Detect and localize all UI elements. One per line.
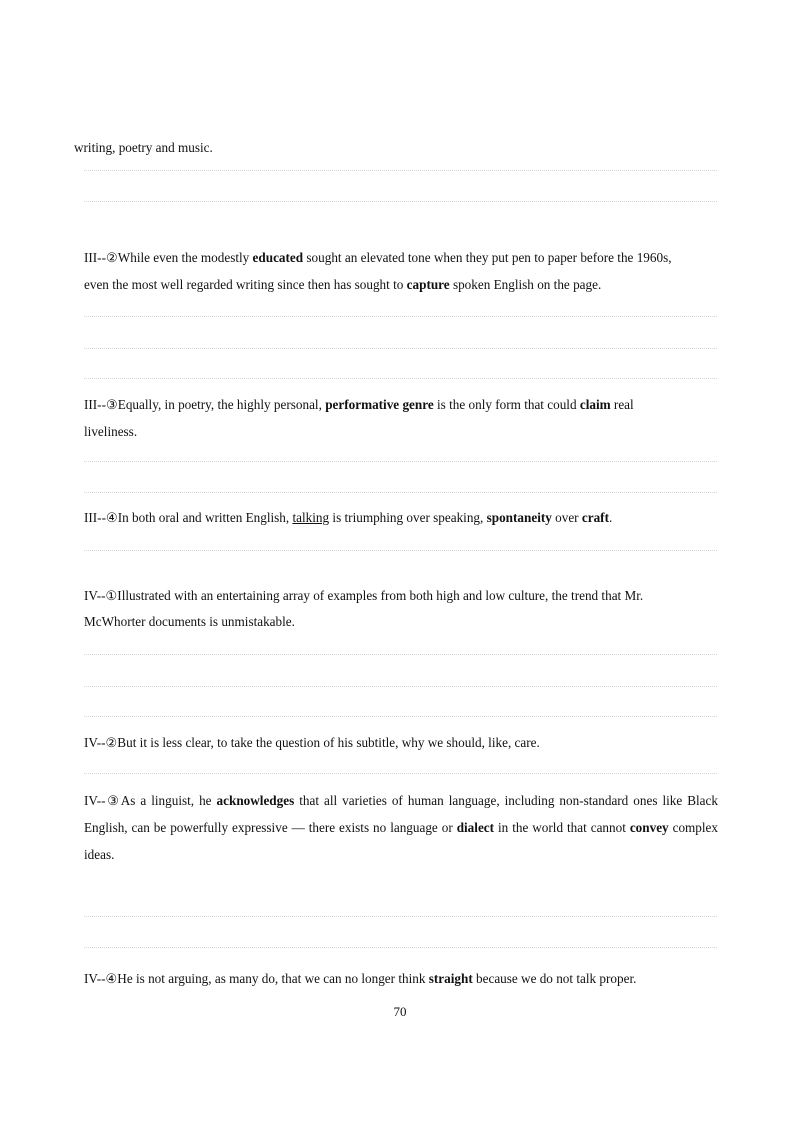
keyword-capture: capture bbox=[406, 277, 450, 292]
keyword-performative-genre: performative genre bbox=[325, 397, 434, 412]
text: is the only form that could bbox=[433, 397, 580, 412]
answer-line bbox=[84, 492, 717, 493]
text: writing, poetry and music. bbox=[74, 140, 213, 155]
text: . bbox=[608, 510, 613, 525]
text: IV--③As a linguist, he bbox=[84, 793, 217, 808]
answer-line bbox=[84, 316, 717, 317]
answer-line bbox=[84, 654, 717, 655]
text: that all varieties of human language, including non-standard ones like Black English, can be powerfully expressive — there exists no language or bbox=[84, 793, 718, 835]
paragraph-writing-poetry-music bbox=[74, 138, 213, 158]
page-number: 70 bbox=[393, 1004, 407, 1019]
answer-line bbox=[84, 916, 717, 917]
paragraph-IV-1-line-2 bbox=[84, 612, 295, 632]
text: IV--②But it is less clear, to take the question of his subtitle, why we should, like, care. bbox=[84, 735, 540, 750]
text: IV--④He is not arguing, as many do, that we can no longer think bbox=[84, 971, 429, 986]
text: because we do not talk proper. bbox=[472, 971, 637, 986]
answer-line bbox=[84, 461, 717, 462]
text: McWhorter documents is unmistakable. bbox=[84, 614, 295, 629]
underlined-talking: talking bbox=[292, 510, 330, 525]
text: even the most well regarded writing since then has sought to bbox=[84, 277, 407, 292]
keyword-spontaneity: spontaneity bbox=[486, 510, 552, 525]
paragraph-III-2-line-1 bbox=[84, 248, 672, 268]
paragraph-IV-4 bbox=[84, 969, 636, 989]
keyword-acknowledges: acknowledges bbox=[216, 793, 295, 808]
text: IV--①Illustrated with an entertaining array of examples from both high and low culture, the trend that Mr. bbox=[84, 588, 644, 603]
paragraph-IV-2 bbox=[84, 733, 540, 753]
text: real liveliness. bbox=[84, 397, 634, 439]
keyword-convey: convey bbox=[629, 820, 669, 835]
text: spoken English on the page. bbox=[449, 277, 602, 292]
paragraph-IV-3 bbox=[84, 787, 718, 868]
text: III--②While even the modestly bbox=[84, 250, 253, 265]
keyword-straight: straight bbox=[428, 971, 473, 986]
text: is triumphing over speaking, bbox=[329, 510, 487, 525]
keyword-educated: educated bbox=[252, 250, 304, 265]
answer-line bbox=[84, 947, 717, 948]
answer-line bbox=[84, 686, 717, 687]
keyword-dialect: dialect bbox=[456, 820, 495, 835]
answer-line bbox=[84, 170, 717, 171]
text: III--④In both oral and written English, bbox=[84, 510, 293, 525]
text: sought an elevated tone when they put pen to paper before the 1960s, bbox=[303, 250, 672, 265]
answer-line bbox=[84, 378, 717, 379]
text: III--③Equally, in poetry, the highly personal, bbox=[84, 397, 326, 412]
text: in the world that cannot bbox=[494, 820, 630, 835]
paragraph-IV-1-line-1 bbox=[84, 586, 643, 606]
answer-line bbox=[84, 550, 717, 551]
answer-line bbox=[84, 716, 717, 717]
paragraph-III-2-line-2 bbox=[84, 275, 601, 295]
answer-line bbox=[84, 201, 717, 202]
keyword-craft: craft bbox=[581, 510, 609, 525]
answer-line bbox=[84, 773, 717, 774]
paragraph-III-3 bbox=[84, 391, 644, 445]
answer-line bbox=[84, 348, 717, 349]
keyword-claim: claim bbox=[579, 397, 611, 412]
paragraph-III-4 bbox=[84, 508, 612, 528]
text: over bbox=[551, 510, 582, 525]
text: complex ideas. bbox=[84, 820, 719, 862]
